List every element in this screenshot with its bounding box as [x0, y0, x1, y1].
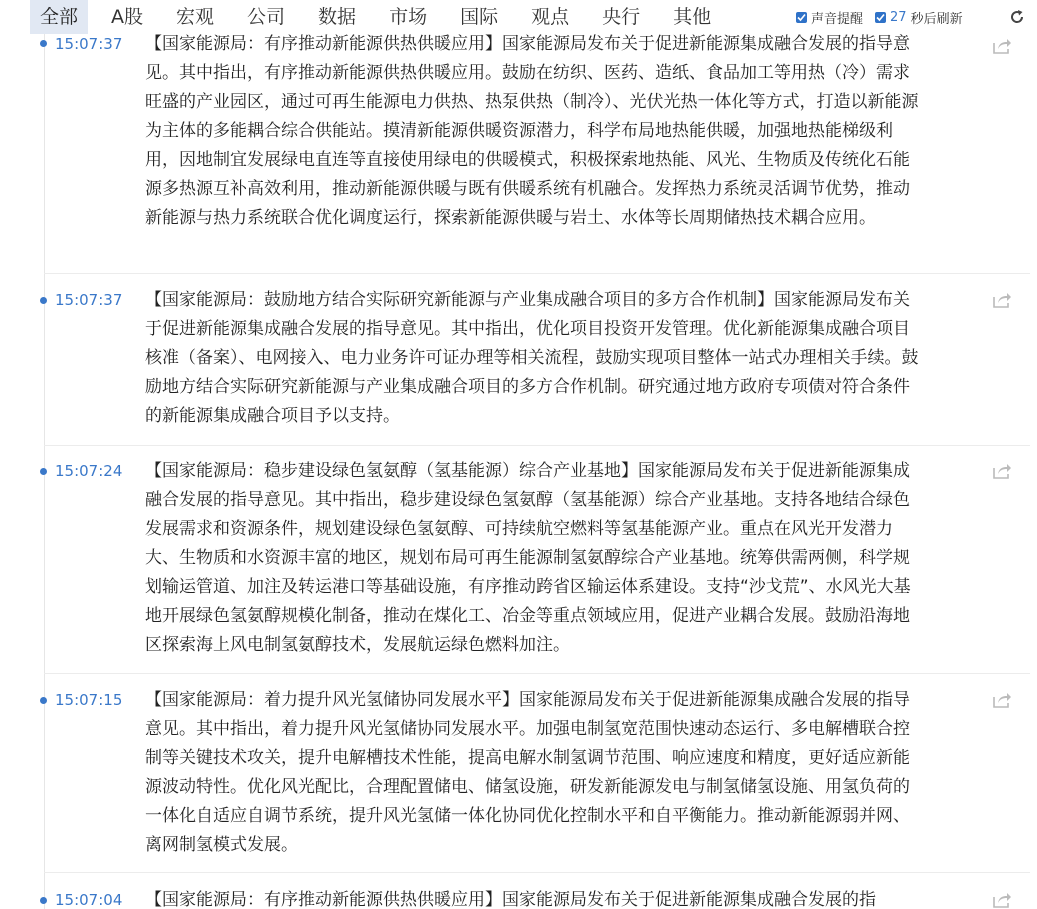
news-time: 15:07:37 — [55, 291, 123, 309]
sound-label: 声音提醒 — [811, 11, 864, 27]
tab-a-shares[interactable]: A股 — [111, 6, 144, 28]
tab-macro[interactable]: 宏观 — [176, 6, 215, 28]
divider — [44, 445, 1030, 446]
news-text: 【国家能源局：有序推动新能源供热供暖应用】国家能源局发布关于促进新能源集成融合发展的指导意见。其中指出，有序推动新能源供热供暖应用。鼓励在纺织、医药、造纸、食品加工等用热（冷）需求旺盛的产业园区，通过可再生能源电力供热、热泵供热（制冷）、光伏光热一体化等方式，打造以新能源为主体的多能耦合综合供能站。摸清新能源供暖资源潜力，科学布局地热能供暖，加强地热能梯级利用，因地制宜发展绿电直连等直接使用绿电的供暖模式，积极探索地热能、风光、生物质及传统化石能源多热源互补高效利用，推动新能源供暖与既有供暖系统有机融合。发挥热力系统灵活调节优势，推动新能源与热力系统联合优化调度运行，探索新能源供暖与岩土、水体等长周期储热技术耦合应用。 — [145, 34, 919, 228]
news-time: 15:07:24 — [55, 462, 123, 480]
divider — [44, 273, 1030, 274]
tab-market[interactable]: 市场 — [389, 6, 428, 28]
timeline-dot — [40, 468, 47, 475]
timeline-dot — [40, 40, 47, 47]
news-text: 【国家能源局：有序推动新能源供热供暖应用】国家能源局发布关于促进新能源集成融合发展的指 — [145, 890, 876, 909]
news-time: 15:07:04 — [55, 891, 123, 909]
timeline-dot — [40, 297, 47, 304]
share-icon[interactable] — [992, 462, 1012, 480]
timeline-dot — [40, 697, 47, 704]
share-icon[interactable] — [992, 891, 1012, 909]
tab-central-bank[interactable]: 央行 — [602, 6, 641, 28]
tab-data[interactable]: 数据 — [318, 6, 357, 28]
tab-other[interactable]: 其他 — [673, 6, 712, 28]
checkbox-checked-icon — [876, 13, 885, 22]
checkbox-checked-icon — [797, 13, 806, 22]
news-text: 【国家能源局：鼓励地方结合实际研究新能源与产业集成融合项目的多方合作机制】国家能源局发布关于促进新能源集成融合发展的指导意见。其中指出，优化项目投资开发管理。优化新能源集成融合项目核准（备案）、电网接入、电力业务许可证办理等相关流程，鼓励实现项目整体一站式办理相关手续。鼓励地方结合实际研究新能源与产业集成融合项目的多方合作机制。研究通过地方政府专项债对符合条件的新能源集成融合项目予以支持。 — [145, 290, 919, 426]
share-icon[interactable] — [992, 37, 1012, 55]
news-time: 15:07:15 — [55, 691, 123, 709]
share-icon[interactable] — [992, 691, 1012, 709]
category-tabs — [30, 0, 734, 34]
tab-opinion[interactable]: 观点 — [531, 6, 570, 28]
refresh-countdown: 27 — [890, 9, 907, 25]
feed-options — [796, 8, 963, 26]
divider — [44, 872, 1030, 873]
news-time: 15:07:37 — [55, 35, 123, 53]
news-text: 【国家能源局：着力提升风光氢储协同发展水平】国家能源局发布关于促进新能源集成融合发展的指导意见。其中指出，着力提升风光氢储协同发展水平。加强电制氢宽范围快速动态运行、多电解槽联合控制等关键技术攻关，提升电解槽技术性能，提高电解水制氢调节范围、响应速度和精度，更好适应新能源波动特性。优化风光配比，合理配置储电、储氢设施，研发新能源发电与制氢储氢设施、用氢负荷的一体化自适应自调节系统，提升风光氢储一体化协同优化控制水平和自平衡能力。推动新能源弱并网、离网制氢模式发展。 — [145, 690, 910, 855]
refresh-icon[interactable] — [1009, 9, 1025, 25]
timeline-dot — [40, 897, 47, 904]
tab-company[interactable]: 公司 — [247, 6, 286, 28]
share-icon[interactable] — [992, 291, 1012, 309]
tab-international[interactable]: 国际 — [460, 6, 499, 28]
auto-refresh-checkbox[interactable] — [875, 12, 886, 23]
news-text: 【国家能源局：稳步建设绿色氢氨醇（氢基能源）综合产业基地】国家能源局发布关于促进新能源集成融合发展的指导意见。其中指出，稳步建设绿色氢氨醇（氢基能源）综合产业基地。支持各地结合绿色发展需求和资源条件，规划建设绿色氢氨醇、可持续航空燃料等氢基能源产业。重点在风光开发潜力大、生物质和水资源丰富的地区，规划布局可再生能源制氢氨醇综合产业基地。统筹供需两侧，科学规划输运管道、加注及转运港口等基础设施，有序推动跨省区输运体系建设。支持“沙戈荒”、水风光大基地开展绿色氢氨醇规模化制备，推动在煤化工、冶金等重点领域应用，促进产业耦合发展。鼓励沿海地区探索海上风电制氢氨醇技术，发展航运绿色燃料加注。 — [145, 461, 911, 655]
sound-checkbox[interactable] — [796, 12, 807, 23]
tab-all[interactable]: 全部 — [30, 0, 88, 34]
timeline-line — [44, 0, 45, 909]
refresh-label: 秒后刷新 — [910, 11, 963, 27]
top-bar — [0, 0, 1037, 34]
divider — [44, 673, 1030, 674]
